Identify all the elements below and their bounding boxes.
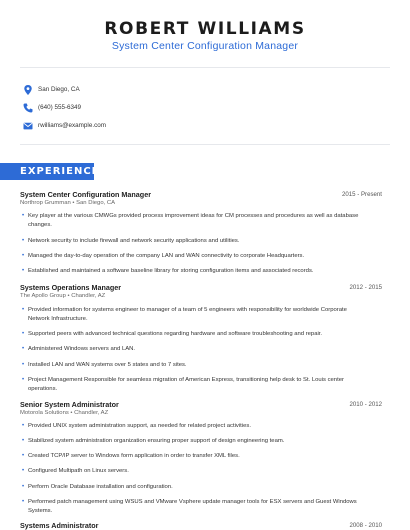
- email-text: rwilliams@example.com: [38, 122, 106, 129]
- job-company: The Apollo Group: [20, 293, 66, 299]
- bullet-dot: •: [22, 468, 25, 474]
- bullet-dot: •: [22, 213, 25, 219]
- bullet-dot: •: [22, 362, 25, 368]
- bullet-dot: •: [22, 238, 25, 244]
- contact-location: [20, 83, 380, 97]
- job-dates: 2008 - 2010: [349, 522, 382, 529]
- bullet-dot: •: [22, 268, 25, 274]
- bullet-dot: •: [22, 453, 25, 459]
- bullet-text: Managed the day-to-day operation of the company LAN and WAN connectivity to corporate Headquarters.: [28, 253, 305, 259]
- job-company-line: Motorola Solutions • Chandler, AZ: [20, 410, 109, 416]
- bullet-text: Installed LAN and WAN systems over 5 states and to 7 sites.: [28, 362, 187, 368]
- job-title: Systems Operations Manager: [20, 283, 122, 292]
- bullet-dot: •: [22, 253, 25, 259]
- contact-phone: [20, 101, 380, 115]
- bullet-text: Stabilized system administration organization ensuring proper support of design engineering team.: [28, 438, 285, 444]
- contact-divider: [20, 144, 390, 145]
- bullet-text: Provided information for systems engineer to manager of a team of 5 engineers with responsibility for worldwide Corporate Network Infrastructure.: [28, 307, 347, 322]
- bullet-dot: •: [22, 331, 25, 337]
- bullet-text: Administered Windows servers and LAN.: [28, 346, 136, 352]
- job-company: Motorola Solutions: [20, 410, 69, 416]
- header-divider: [20, 67, 390, 68]
- job-company-line: The Apollo Group • Chandler, AZ: [20, 293, 106, 299]
- bullet-text: Project Management Responsible for seamless migration of American Express, transitioning help desk to St. Louis center operations.: [28, 377, 344, 392]
- job-title: System Center Configuration Manager: [20, 190, 151, 199]
- bullet-text: Supported peers with advanced technical questions regarding hardware and software troubleshooting and repair.: [28, 331, 323, 337]
- resume-title: System Center Configuration Manager: [111, 40, 299, 52]
- envelope-icon: [22, 120, 34, 132]
- bullet-text: Provided UNIX system administration support, as needed for related project activities.: [28, 423, 251, 429]
- job-dates: 2015 - Present: [342, 191, 382, 198]
- job-title: Systems Administrator: [20, 521, 99, 530]
- bullet-dot: •: [22, 423, 25, 429]
- section-heading-experience: EXPERIENCE: [0, 163, 94, 180]
- job-location: San Diego, CA: [76, 200, 116, 206]
- bullet-dot: •: [22, 346, 25, 352]
- bullet-dot: •: [22, 307, 25, 313]
- phone-icon: [22, 102, 34, 114]
- contact-email: [20, 119, 380, 133]
- phone-text: (640) 555-6349: [38, 104, 82, 111]
- resume-name: ROBERT WILLIAMS: [104, 19, 306, 39]
- job-company-line: Northrop Grumman • San Diego, CA: [20, 200, 116, 206]
- job-title: Senior System Administrator: [20, 400, 119, 409]
- bullet-text: Established and maintained a software baseline library for storing configuration items and associated records.: [28, 268, 314, 274]
- job-company: Northrop Grumman: [20, 200, 71, 206]
- job-location: Chandler, AZ: [71, 293, 106, 299]
- bullet-dot: •: [22, 499, 25, 505]
- job-dates: 2012 - 2015: [349, 284, 382, 291]
- bullet-text: Configured Multipath on Linux servers.: [28, 468, 129, 474]
- bullet-text: Perform Oracle Database installation and configuration.: [28, 484, 173, 490]
- bullet-dot: •: [22, 377, 25, 383]
- bullet-text: Key player at the various CMWGs provided process improvement ideas for CM processes and procedures as well as database changes.: [28, 213, 359, 228]
- bullet-dot: •: [22, 484, 25, 490]
- bullet-dot: •: [22, 438, 25, 444]
- job-dates: 2010 - 2012: [349, 401, 382, 408]
- bullet-text: Created TCP/IP server to Windows form application in order to transfer XML files.: [28, 453, 240, 459]
- location-text: San Diego, CA: [38, 86, 80, 93]
- bullet-text: Network security to include firewall and network security applications and utilities.: [28, 238, 240, 244]
- job-location: Chandler, AZ: [74, 410, 109, 416]
- bullet-text: Performed patch management using WSUS and VMware Vsphere update manager tools for ESX servers and Guest Windows Systems.: [28, 499, 357, 514]
- map-pin-icon: [22, 84, 34, 96]
